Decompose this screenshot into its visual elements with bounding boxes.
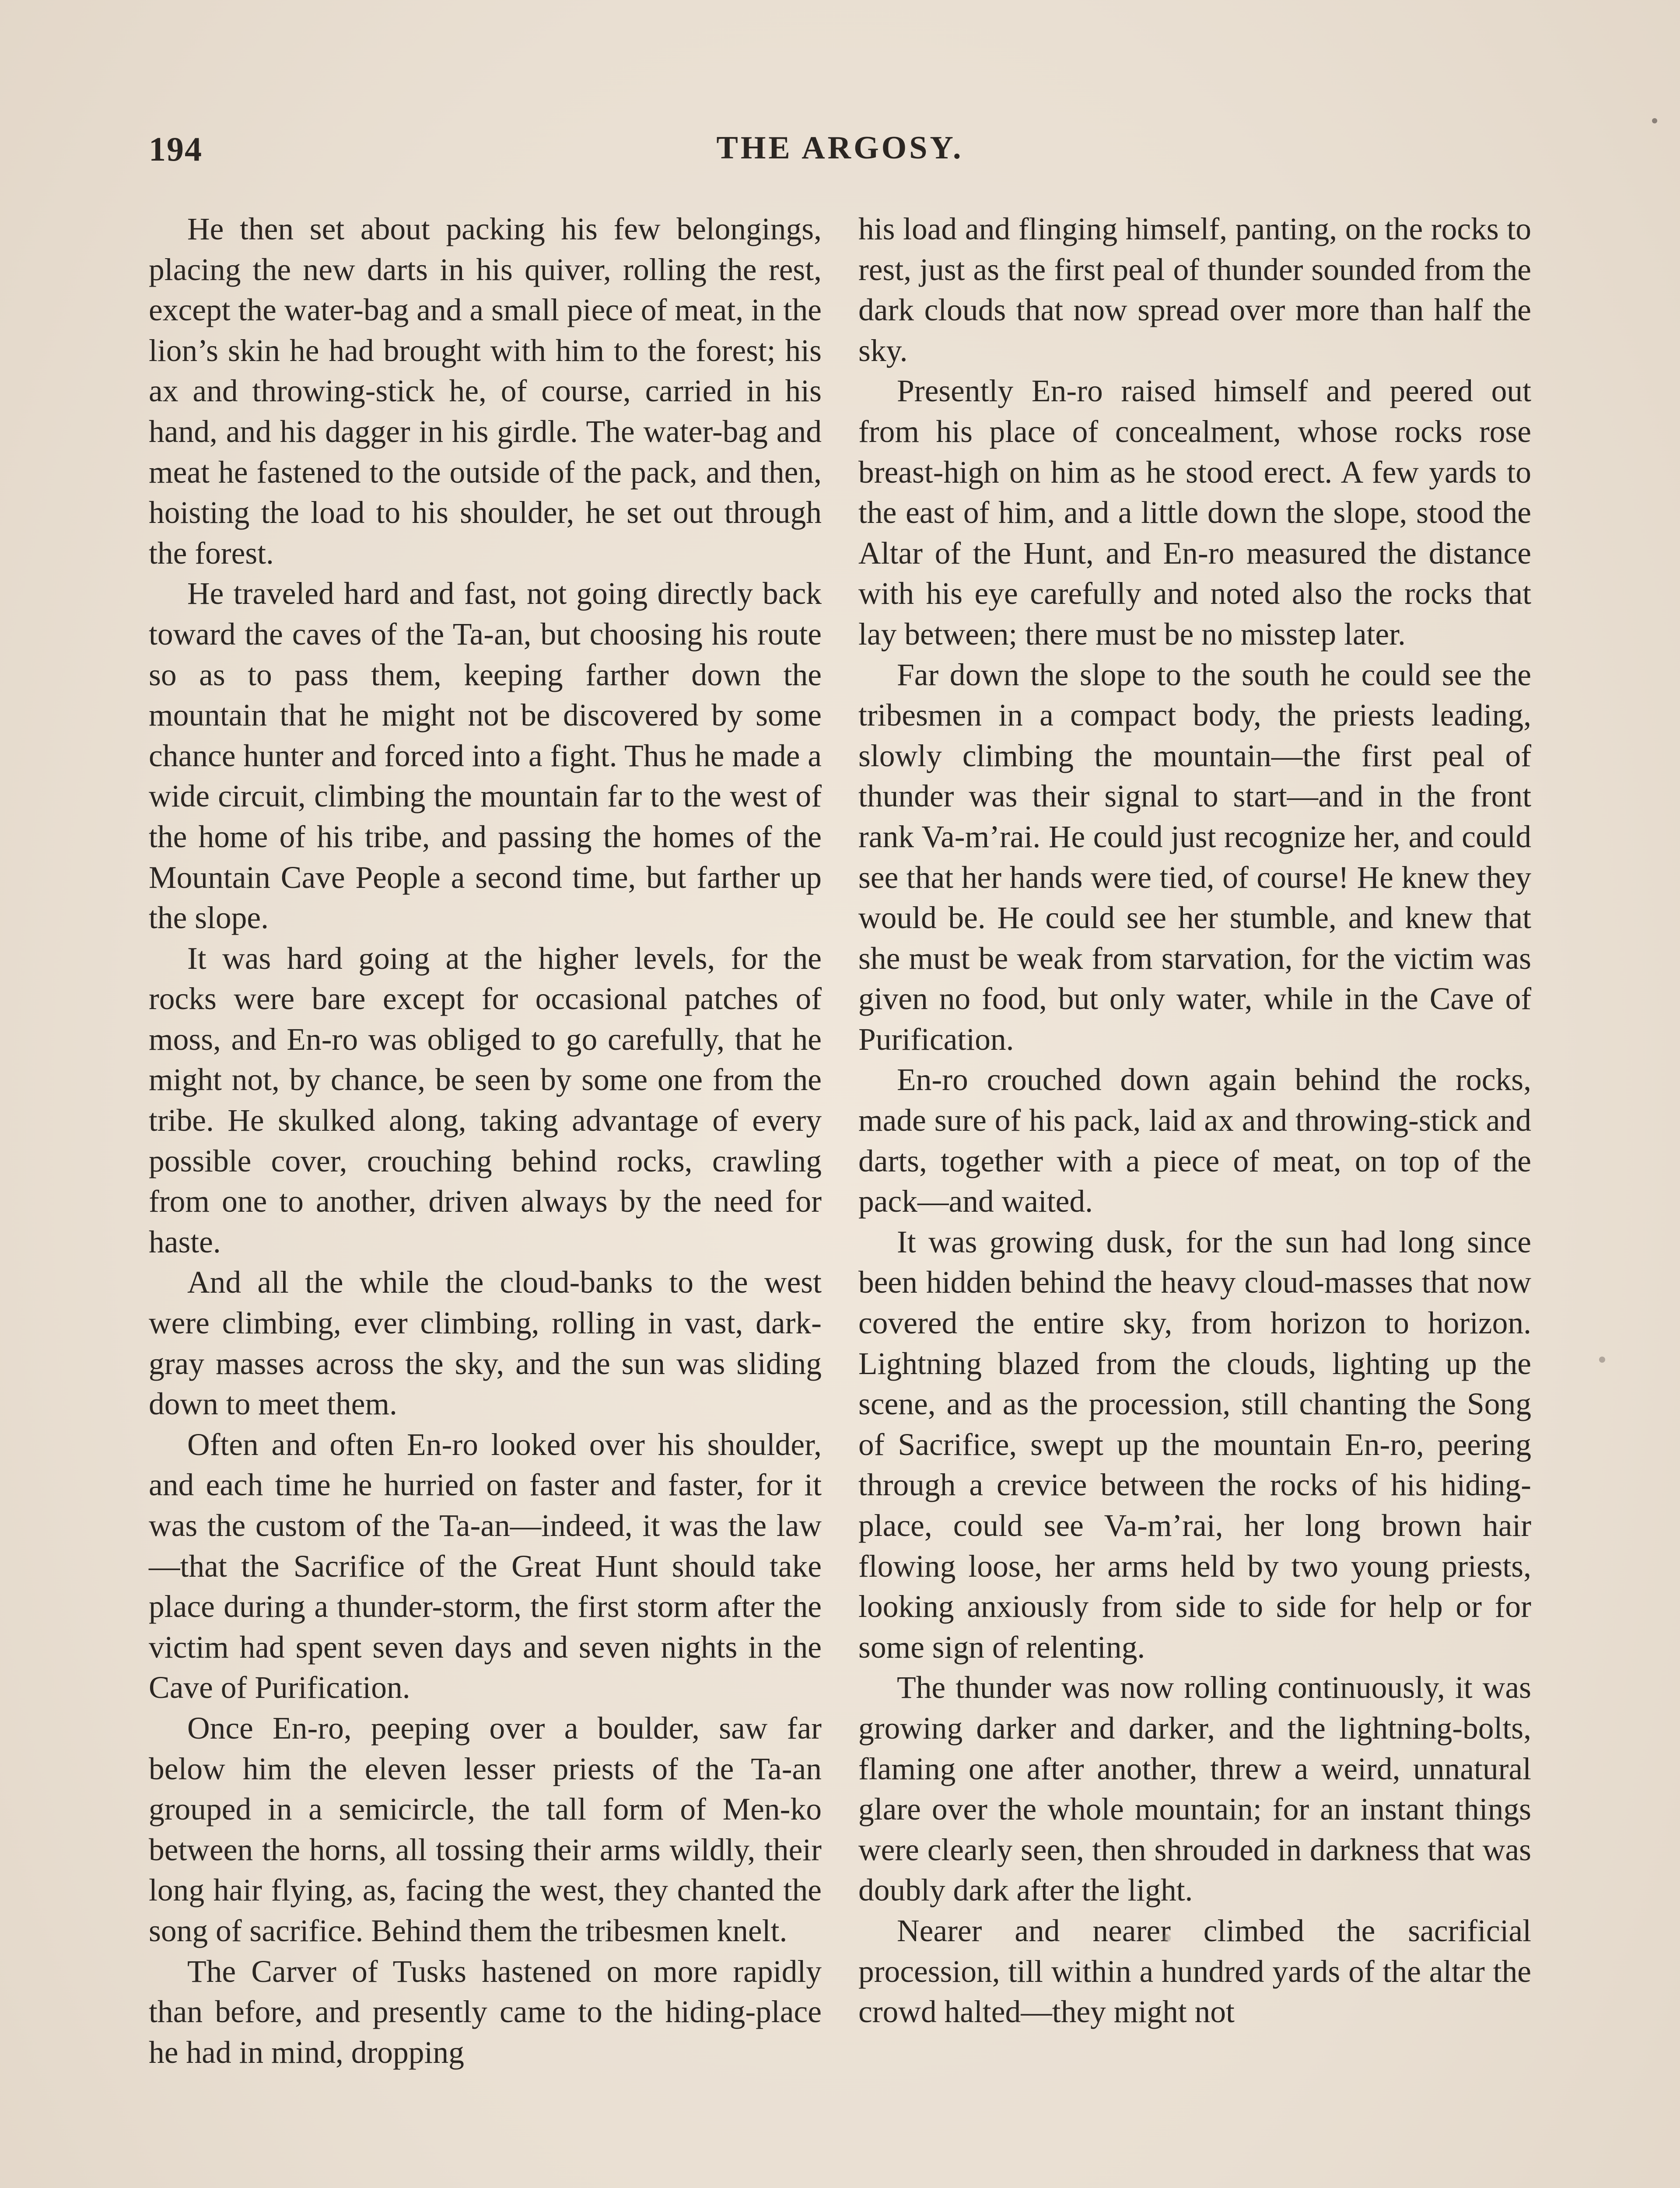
page-header xyxy=(149,130,1531,182)
paragraph: The Carver of Tusks hastened on more rapidly than before, and presently came to the hiding-place he had in mind, dropping xyxy=(149,1954,822,2070)
paragraph: The thunder was now rolling continuously, it was growing darker and darker, and the lightning-bolts, flaming one after another, threw a weird, unnatural glare over the whole mountain; for an instant things were clearly seen, then shrouded in darkness that was doubly dark after the light. xyxy=(858,1670,1531,1908)
paragraph: Nearer and nearer climbed the sacrificial procession, till within a hundred yards of the altar the crowd halted—they might not xyxy=(858,1913,1531,2030)
paper-speck xyxy=(1652,118,1657,123)
paragraph: He then set about packing his few belongings, placing the new darts in his quiver, rolling the rest, except the water-bag and a small piece of meat, in the lion’s skin he had brought with him to the forest; his ax and throwing-stick he, of course, carried in his hand, and his dagger in his girdle. The water-bag and meat he fastened to the outside of the pack, and then, hoisting the load to his shoulder, he set out through the forest. xyxy=(149,212,822,571)
paragraph: Far down the slope to the south he could see the tribesmen in a compact body, the priests leading, slowly climbing the mountain—the first peal of thunder was their signal to start—and in the front rank Va-m’rai. He could just recognize her, and could see that her hands were tied, of course! He knew they would be. He could see her stumble, and knew that she must be weak from starvation, for the victim was given no food, but only water, while in the Cave of Purification. xyxy=(858,657,1531,1057)
paragraph: Presently En-ro raised himself and peered out from his place of concealment, whose rocks rose breast-high on him as he stood erect. A few yards to the east of him, and a little down the slope, stood the Altar of the Hunt, and En-ro measured the distance with his eye carefully and noted also the rocks that lay between; there must be no misstep later. xyxy=(858,374,1531,652)
paragraph: Often and often En-ro looked over his shoulder, and each time he hurried on faster and faster, for it was the custom of the Ta-an—indeed, it was the law—that the Sacrifice of the Great Hunt should take place during a thunder-storm, the first storm after the victim had spent seven days and seven nights in the Cave of Purification. xyxy=(149,1427,822,1705)
paragraph: his load and flinging himself, panting, on the rocks to rest, just as the first peal of thunder sounded from the dark clouds that now spread over more than half the sky. xyxy=(858,212,1531,368)
paragraph: It was hard going at the higher levels, for the rocks were bare except for occasional patches of moss, and En-ro was obliged to go carefully, that he might not, by chance, be seen by some one from the tribe. He skulked along, taking advantage of every possible cover, crouching behind rocks, crawling from one to another, driven always by the need for haste. xyxy=(149,941,822,1259)
paragraph: Once En-ro, peeping over a boulder, saw far below him the eleven lesser priests of the Ta-an grouped in a semicircle, the tall form of Men-ko between the horns, all tossing their arms wildly, their long hair flying, as, facing the west, they chanted the song of sacrifice. Behind them the tribesmen knelt. xyxy=(149,1711,822,1948)
page-number: 194 xyxy=(149,130,203,168)
left-column xyxy=(149,209,822,2073)
paragraph: And all the while the cloud-banks to the west were climbing, ever climbing, rolling in vast, dark-gray masses across the sky, and the sun was sliding down to meet them. xyxy=(149,1265,822,1422)
paragraph: He traveled hard and fast, not going directly back toward the caves of the Ta-an, but choosing his route so as to pass them, keeping farther down the mountain that he might not be discovered by some chance hunter and forced into a fight. Thus he made a wide circuit, climbing the mountain far to the west of the home of his tribe, and passing the homes of the Mountain Cave People a second time, but farther up the slope. xyxy=(149,576,822,936)
paragraph: En-ro crouched down again behind the rocks, made sure of his pack, laid ax and throwing-stick and darts, together with a piece of meat, on top of the pack—and waited. xyxy=(858,1062,1531,1219)
paper-speck xyxy=(1163,1934,1171,1942)
running-head: THE ARGOSY. xyxy=(716,130,964,166)
right-column xyxy=(858,209,1531,2033)
paper-speck xyxy=(1599,1357,1605,1363)
paragraph: It was growing dusk, for the sun had long since been hidden behind the heavy cloud-masses that now covered the entire sky, from horizon to horizon. Lightning blazed from the clouds, lighting up the scene, and as the procession, still chanting the Song of Sacrifice, swept up the mountain En-ro, peering through a crevice between the rocks of his hiding-place, could see Va-m’rai, her long brown hair flowing loose, her arms held by two young priests, looking anxiously from side to side for help or for some sign of relenting. xyxy=(858,1224,1531,1665)
